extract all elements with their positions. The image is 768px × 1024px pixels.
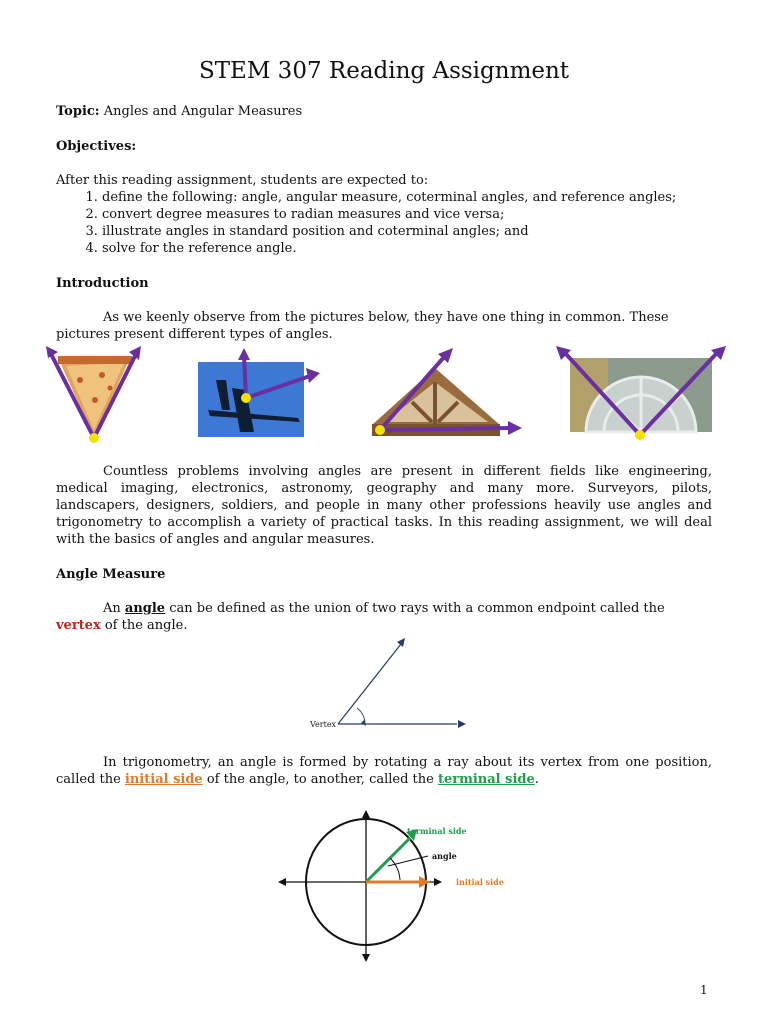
circle-angle-diagram [270, 808, 510, 968]
objectives-heading [56, 138, 712, 155]
term-vertex: vertex [56, 618, 101, 633]
trig-text: In trigonometry, an angle is formed by rotating a ray about its vertex from one position, called the [56, 755, 712, 787]
objective-item: 2. convert degree measures to radian measures and vice versa; [102, 206, 712, 223]
topic-value: Angles and Angular Measures [103, 104, 303, 119]
terminal-side-label: terminal side [407, 826, 467, 836]
term-terminal-side: terminal side [437, 772, 535, 787]
page-number: 1 [700, 983, 708, 997]
term-initial-side: initial side [124, 772, 203, 787]
page-title: STEM 307 Reading Assignment [198, 58, 570, 84]
initial-side-label: initial side [456, 877, 504, 887]
vertex-label: Vertex [310, 720, 337, 729]
objective-item: 1. define the following: angle, angular measure, coterminal angles, and reference angles; [102, 189, 712, 206]
objectives-intro: After this reading assignment, students are expected to: [56, 173, 429, 188]
angle-measure-heading [56, 566, 712, 583]
objectives-heading-text: Objectives: [56, 139, 137, 154]
angle-definition [56, 600, 712, 634]
definition-text: An [103, 601, 125, 616]
introduction-heading-text: Introduction [56, 276, 149, 291]
objective-item: 3. illustrate angles in standard position and coterminal angles; and [102, 223, 712, 240]
introduction-paragraph-1: As we keenly observe from the pictures below, they have one thing in common. These pictures present different types of angles. [56, 310, 669, 342]
objectives-list [56, 189, 712, 257]
angle-measure-heading-text: Angle Measure [56, 567, 166, 582]
objective-item: 4. solve for the reference angle. [102, 240, 712, 257]
window-angle-picture [556, 346, 726, 440]
vertex-diagram [300, 630, 470, 735]
objectives-section [56, 172, 712, 257]
trig-text: of the angle, to another, called the [202, 772, 438, 787]
definition-text: can be defined as the union of two rays with a common endpoint called the [165, 601, 665, 616]
roof-angle-picture [372, 348, 522, 442]
pizza-angle-picture [46, 346, 141, 443]
trig-paragraph [56, 754, 712, 788]
topic-label: Topic: [56, 104, 100, 119]
definition-text: of the angle. [100, 618, 188, 633]
trig-text: . [534, 772, 539, 787]
angle-label: angle [432, 851, 457, 861]
introduction-paragraph-2: Countless problems involving angles are present in different fields like engineering, medical imaging, electronics, astronomy, geography and many more. Surveyors, pilots, landscapers, designers, soldiers, and people in many other professions heavily use angles and trigonometry to accomplish a variety of practical tasks. In this reading assignment, we will deal with the basics of angles and angular measures. [56, 464, 712, 547]
introduction-heading [56, 275, 712, 292]
airplane-angle-picture [198, 348, 320, 437]
topic-line [56, 103, 712, 120]
angle-pictures [40, 340, 740, 450]
term-angle: angle [124, 601, 166, 616]
